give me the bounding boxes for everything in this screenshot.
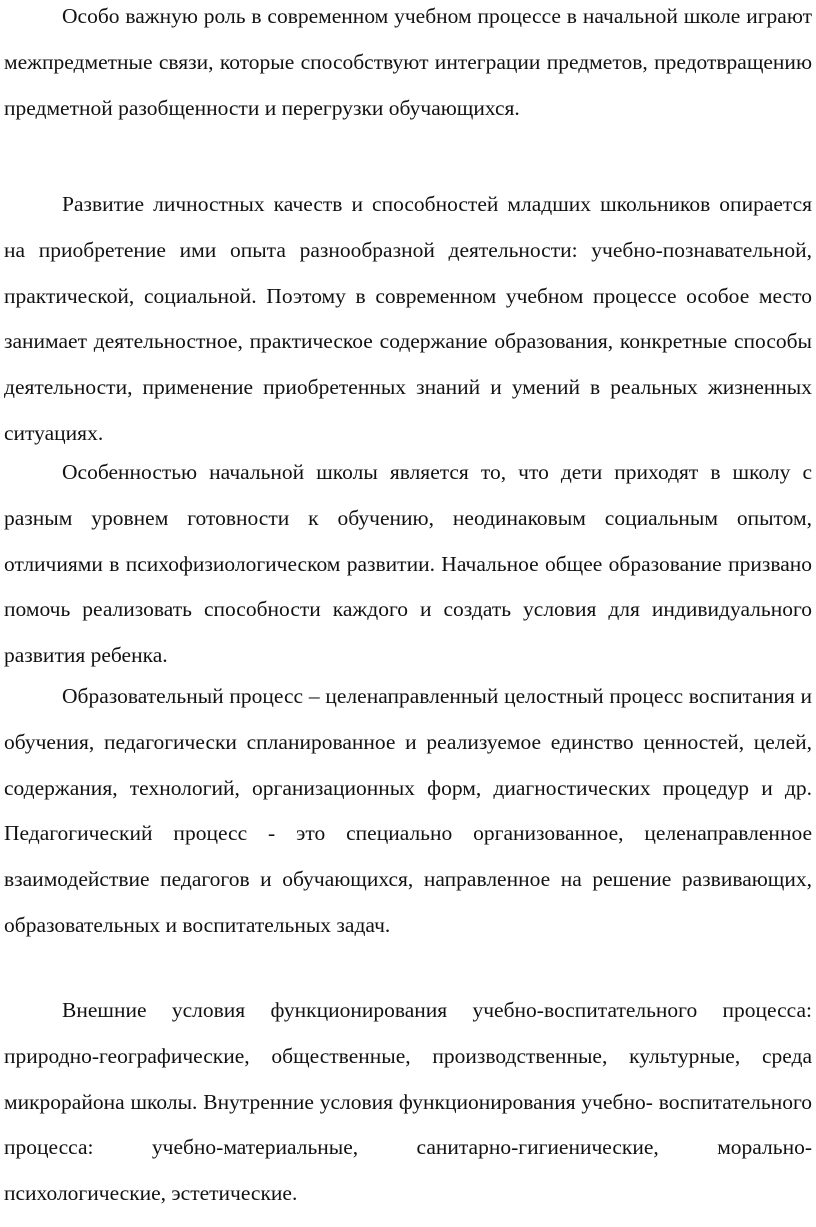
paragraph-1: Особо важную роль в современном учебном процессе в начальной школе играют межпредметные связи, которые способствуют интеграции предметов, предотвращению предметной разобщенности и перегрузки обучающихся.: [4, 4, 812, 120]
paragraph-2: Развитие личностных качеств и способностей младших школьников опирается на приобретение ими опыта разнообразной деятельности: учебно-познавательной, практической, социальной. Поэтому в современном учебном процессе особое место занимает деятельностное, практическое содержание образования, конкретные способы деятельности, применение приобретенных знаний и умений в реальных жизненных ситуациях.: [4, 192, 812, 445]
paragraph-3: Особенностью начальной школы является то, что дети приходят в школу с разным уровнем готовности к обучению, неодинаковым социальным опытом, отличиями в психофизиологическом развитии. Начальное общее образование призвано помочь реализовать способности каждого и создать условия для индивидуального развития ребенка.: [4, 460, 812, 668]
paragraph-4: Образовательный процесс – целенаправленный целостный процесс воспитания и обучения, педагогически спланированное и реализуемое единство ценностей, целей, содержания, технологий, организационных форм, диагностических процедур и др. Педагогический процесс - это специально организованное, целенаправленное взаимодействие педагогов и обучающихся, направленное на решение развивающих, образовательных и воспитательных задач.: [4, 684, 812, 937]
paragraph-5: Внешние условия функционирования учебно-воспитательного процесса: природно-географические, общественные, производственные, культурные, среда микрорайона школы. Внутренние условия функционирования учебно- воспитательного процесса: учебно-материальные, санитарно-гигиенические, морально-психологические, эстетические.: [4, 998, 812, 1206]
